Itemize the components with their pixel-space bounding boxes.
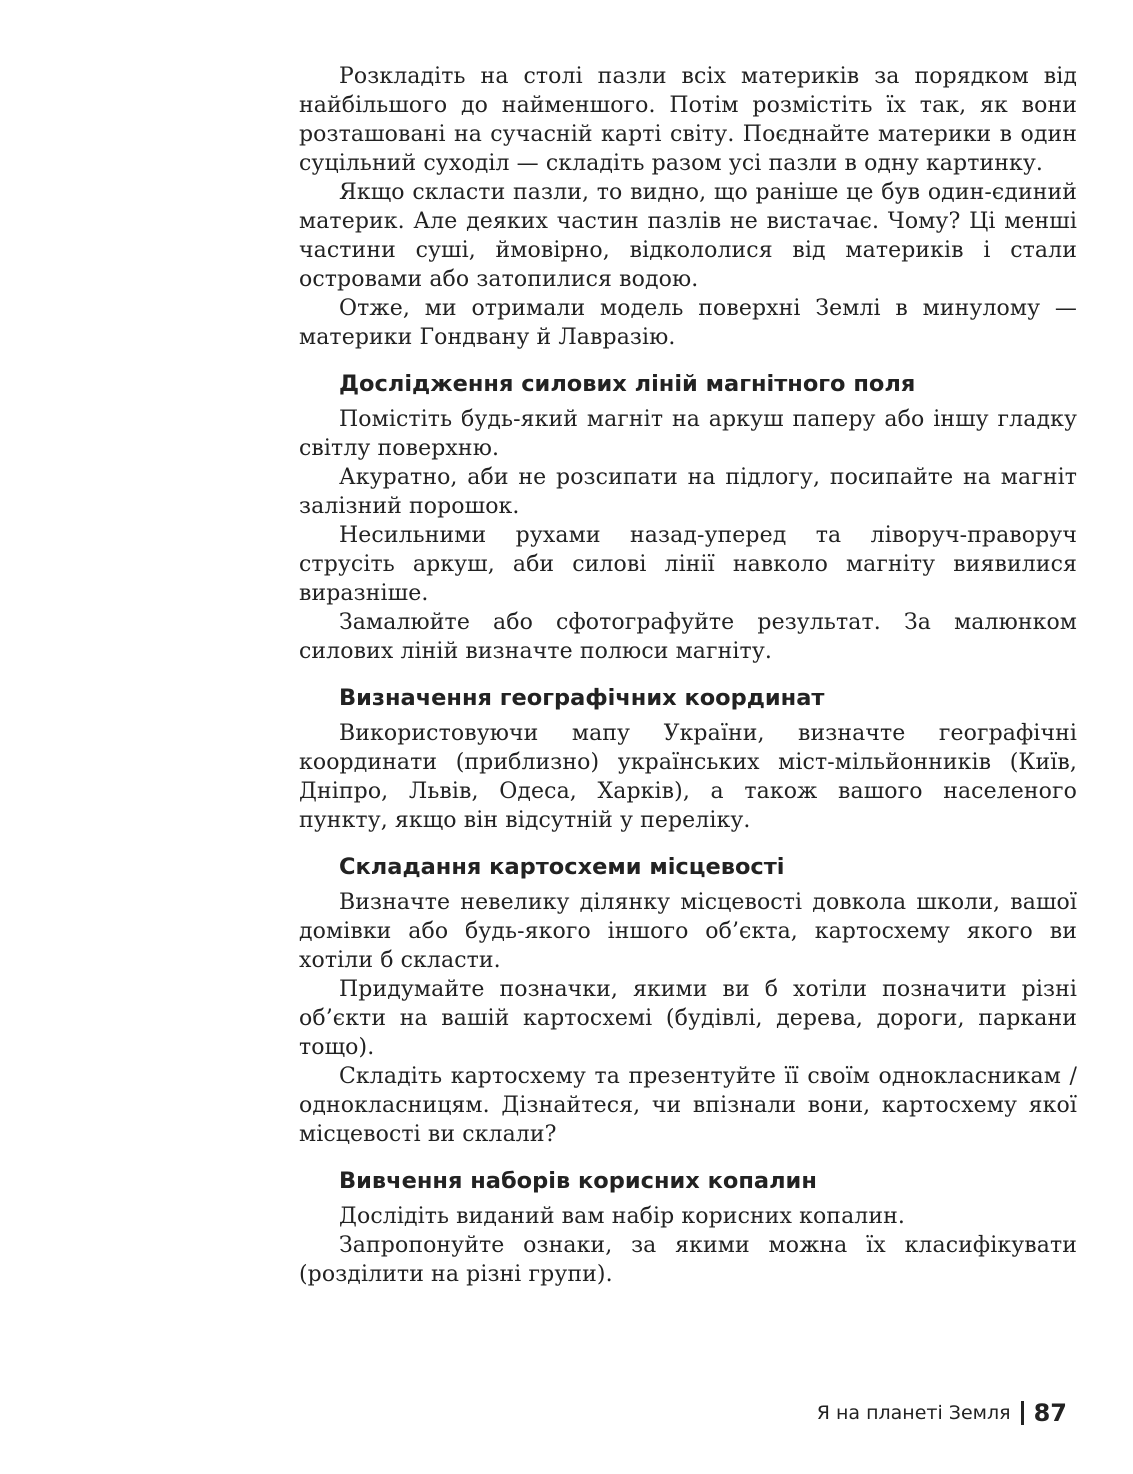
section-minerals <box>299 1167 1077 1289</box>
section-heading: Складання картосхеми місцевості <box>339 854 785 880</box>
section-magnetic-field <box>299 370 1077 666</box>
footer-divider <box>1021 1401 1024 1425</box>
paragraph: Якщо скласти пазли, то видно, що раніше це був один-єдиний материк. Але деяких частин пазлів не вистачає. Чому? Ці менші частини суші, ймовірно, відкололися від материків і стали островами або затопилися водою. <box>299 180 1077 292</box>
paragraph: Розкладіть на столі пазли всіх материків за порядком від найбільшого до найменшого. Потім розмістіть їх так, як вони розташовані на сучасній карті світу. Поєднайте материки в один суцільний суходіл — складіть разом усі пазли в одну картинку. <box>299 64 1077 176</box>
section-heading: Вивчення наборів корисних копалин <box>339 1168 817 1194</box>
section-intro <box>299 62 1077 352</box>
paragraph: Помістіть будь-який магніт на аркуш паперу або іншу гладку світлу поверхню. <box>299 407 1077 461</box>
paragraph: Придумайте позначки, якими ви б хотіли позначити різні об’єкти на вашій картосхемі (будівлі, дерева, дороги, паркани тощо). <box>299 977 1077 1060</box>
paragraph: Несильними рухами назад-уперед та ліворуч-праворуч струсіть аркуш, аби силові лінії навколо магніту виявилися виразніше. <box>299 523 1077 606</box>
section-coordinates <box>299 684 1077 835</box>
paragraph: Складіть картосхему та презентуйте її своїм однокласникам / однокласницям. Дізнайтеся, чи впізнали вони, картосхему якої місцевості ви склали? <box>299 1064 1077 1147</box>
section-map-scheme <box>299 853 1077 1149</box>
page-number: 87 <box>1033 1399 1067 1427</box>
paragraph: Використовуючи мапу України, визначте географічні координати (приблизно) українських міст-мільйонників (Київ, Дніпро, Львів, Одеса, Харків), а також вашого населеного пункту, якщо він відсутній у переліку. <box>299 721 1077 833</box>
paragraph: Акуратно, аби не розсипати на підлогу, посипайте на магніт залізний порошок. <box>299 465 1077 519</box>
paragraph: Замалюйте або сфотографуйте результат. За малюнком силових ліній визначте полюси магніту. <box>299 610 1077 664</box>
paragraph: Отже, ми отримали модель поверхні Землі в минулому — материки Гондвану й Лавразію. <box>299 296 1077 350</box>
section-heading: Дослідження силових ліній магнітного поля <box>339 371 916 397</box>
page-content <box>299 62 1077 1289</box>
running-title: Я на планеті Земля <box>816 1402 1011 1424</box>
paragraph: Визначте невелику ділянку місцевості довкола школи, вашої домівки або будь-якого іншого об’єкта, картосхему якого ви хотіли б скласти. <box>299 890 1077 973</box>
paragraph: Дослідіть виданий вам набір корисних копалин. <box>339 1204 905 1229</box>
section-heading: Визначення географічних координат <box>339 685 825 711</box>
page-footer <box>817 1398 1067 1428</box>
paragraph: Запропонуйте ознаки, за якими можна їх класифікувати (розділити на різні групи). <box>299 1233 1077 1287</box>
